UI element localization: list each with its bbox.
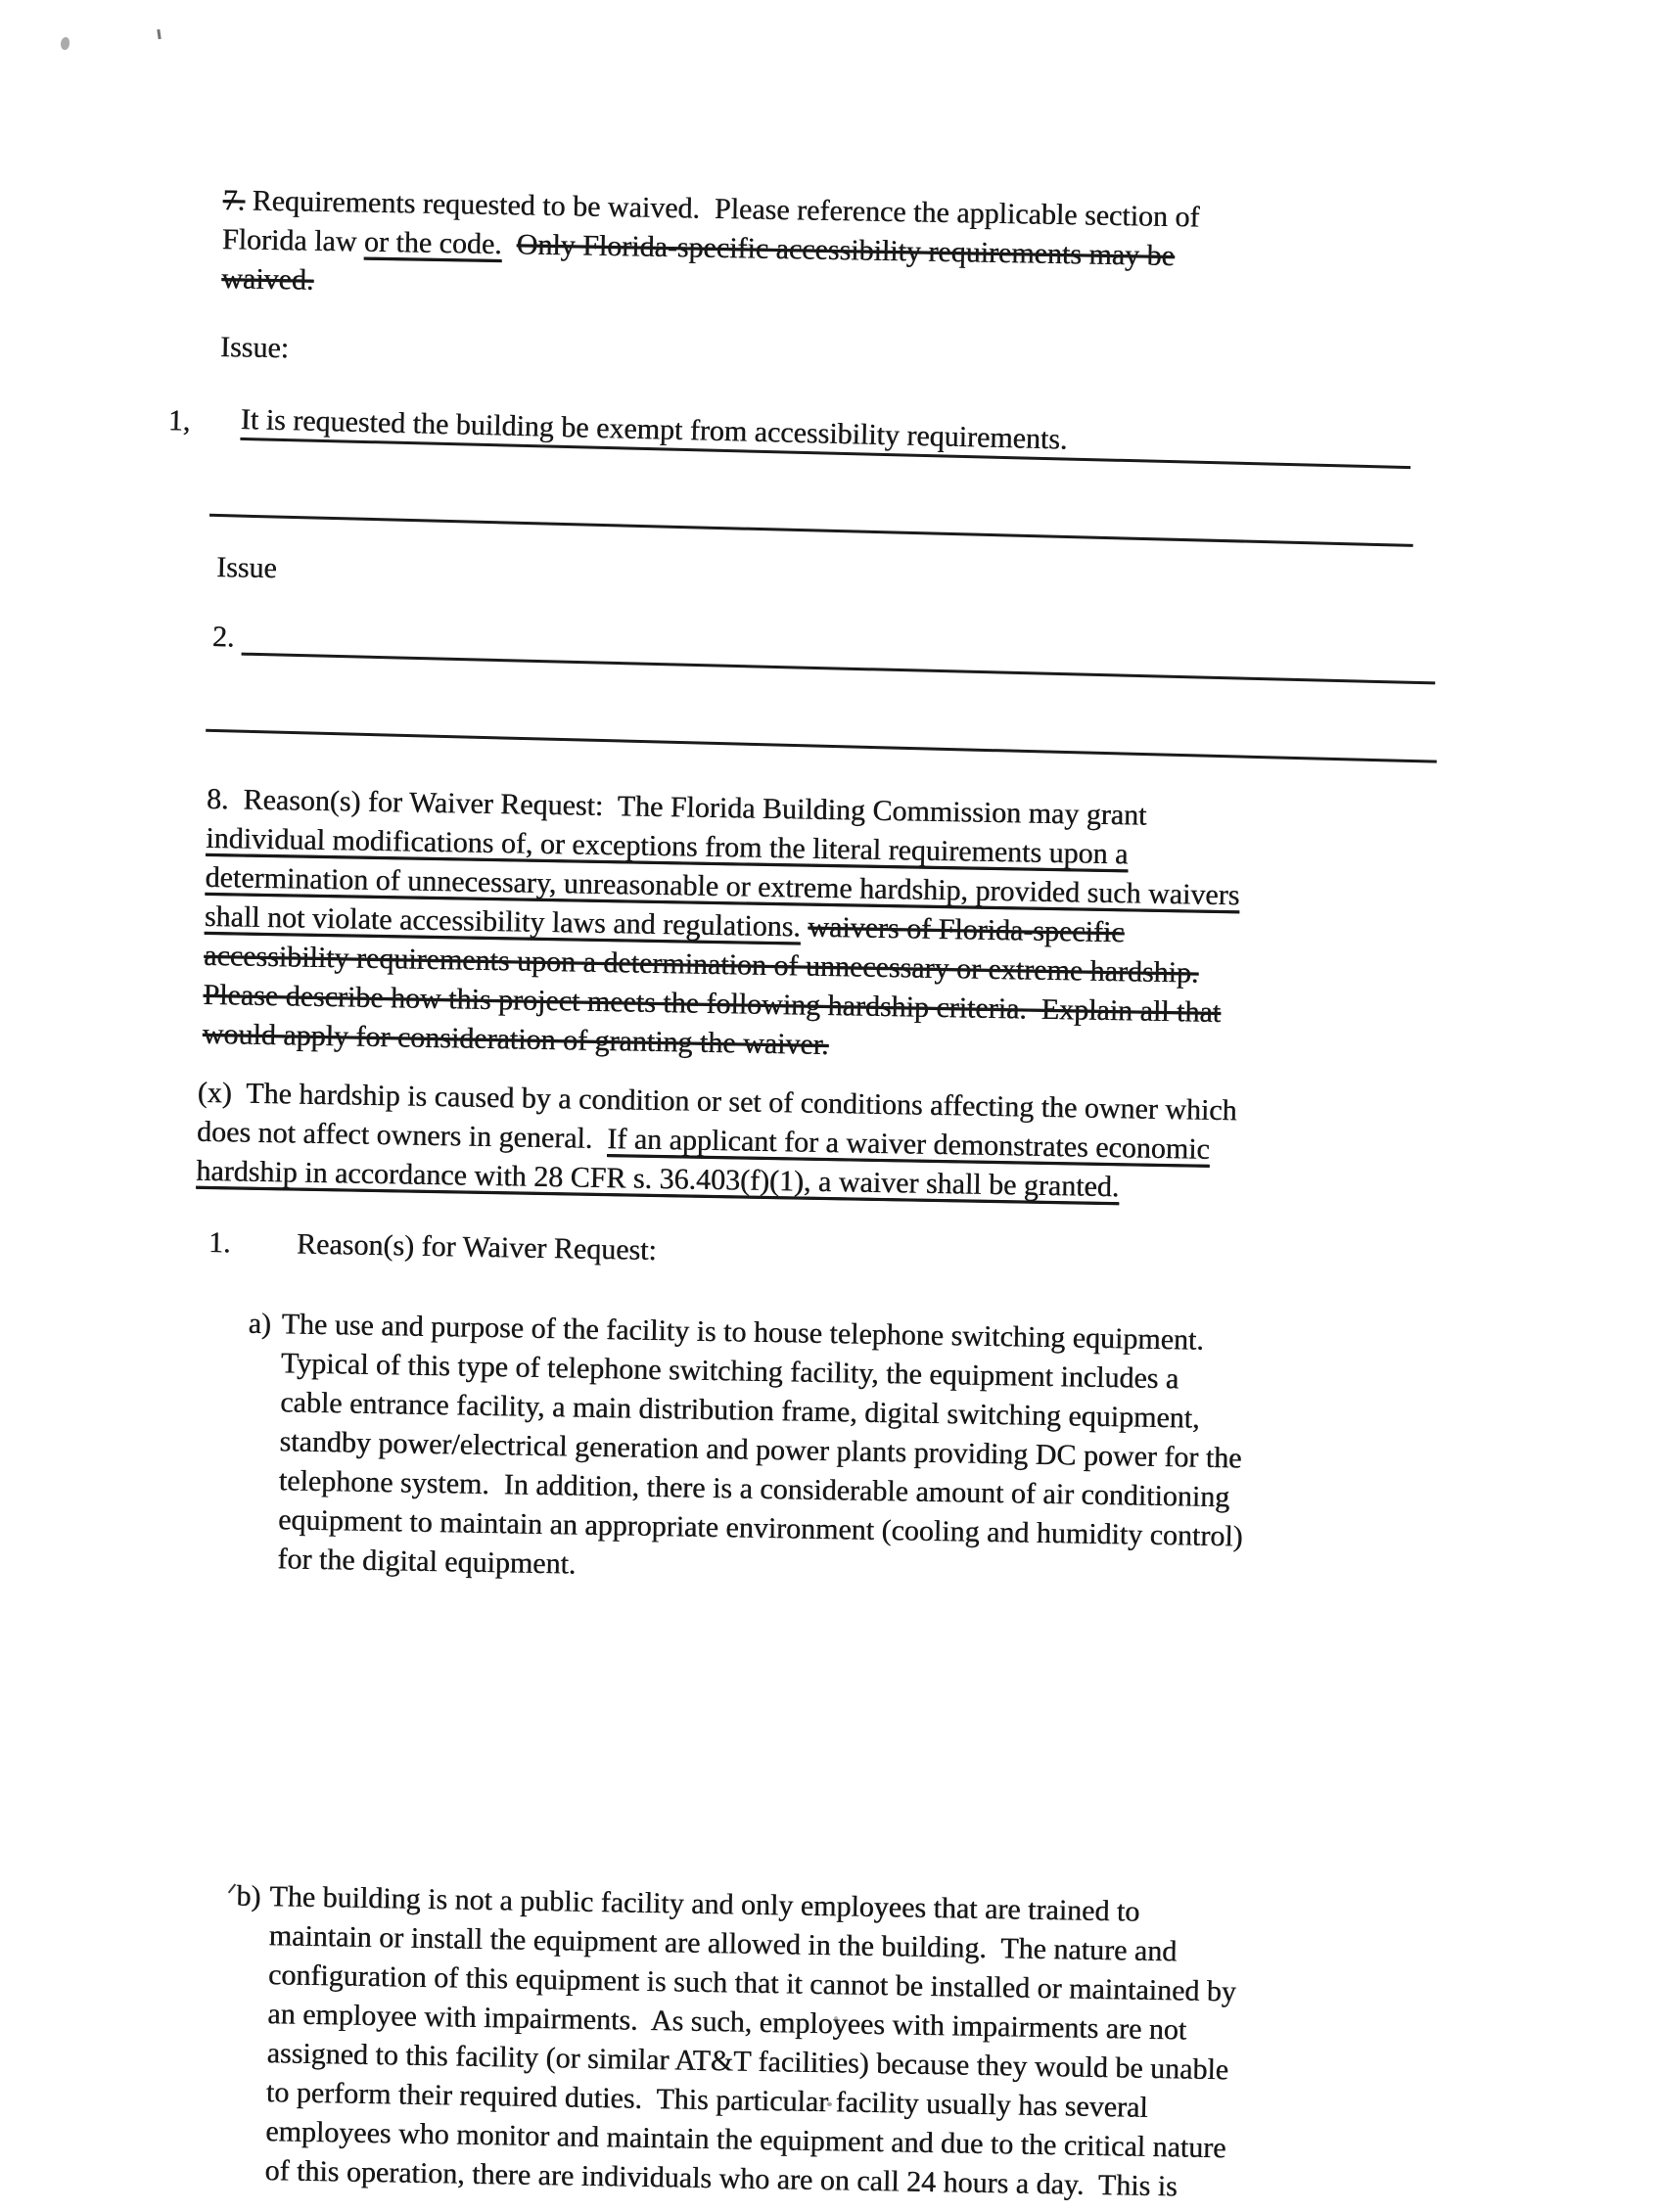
text-line: to perform their required duties. This particular facility usually has several	[265, 2076, 1148, 2124]
blank-answer-line	[206, 729, 1437, 763]
text-line: Typical of this type of telephone switching facility, the equipment includes a	[280, 1347, 1179, 1396]
section-8-line5-struck: accessibility requirements upon a determination of unnecessary or extreme hardship.	[203, 939, 1199, 990]
scan-artifact-speck	[157, 29, 161, 39]
issue-2-label-text: Issue	[215, 550, 278, 585]
issue-1-label-text: Issue:	[219, 330, 290, 365]
hardship-criterion-paragraph	[196, 1074, 1237, 1210]
text-line: employees who monitor and maintain the equipment and due to the critical nature	[264, 2115, 1226, 2165]
section-8-line6-struck: Please describe how this project meets the following hardship criteria. Explain all that	[203, 978, 1222, 1029]
section-7-paragraph	[221, 181, 1200, 315]
section-7-line2-underlined: or the code.	[363, 225, 502, 260]
section-8-paragraph	[202, 780, 1241, 1072]
issue-2-label	[216, 548, 277, 588]
text-line: configuration of this equipment is such that it cannot be installed or maintained by	[267, 1959, 1237, 2008]
reason-b-paragraph	[231, 1877, 1499, 2212]
text-line: The use and purpose of the facility is to house telephone switching equipment.	[281, 1308, 1205, 1357]
section-8-line4-struck: waivers of Florida-specific	[808, 910, 1125, 949]
section-7-line2-struck: Only Florida-specific accessibility requirements may be	[516, 228, 1176, 272]
issue-1-label	[220, 328, 290, 368]
section-8-line7-struck: would apply for consideration of granting the waiver.	[202, 1017, 829, 1061]
text-line: equipment to maintain an appropriate environment (cooling and humidity control)	[277, 1503, 1243, 1553]
text-line: maintain or install the equipment are allowed in the building. The nature and	[268, 1919, 1178, 1968]
issue-2-number: 2.	[211, 620, 235, 654]
scan-artifact-speck	[61, 37, 69, 50]
blank-answer-line	[209, 514, 1413, 547]
section-7-line3-struck: waived.	[220, 261, 314, 297]
reason-b-label: b)	[236, 1879, 261, 1912]
document-content	[167, 181, 1486, 2203]
issue-2-answer-row	[212, 620, 1437, 685]
hardship-line2-normal: does not affect owners in general.	[196, 1115, 608, 1155]
reason-a-paragraph	[244, 1305, 1511, 1600]
hardship-line1: (x) The hardship is caused by a condition or set of conditions affecting the owner which	[197, 1076, 1237, 1128]
text-line: of this operation, there are individuals who are on call 24 hours a day. This is	[264, 2154, 1178, 2203]
reason-a-label: a)	[248, 1307, 272, 1341]
issue-2-answer-blank	[242, 653, 1436, 685]
hardship-line3-underlined: hardship in accordance with 28 CFR s. 36.403(f)(1), a waiver shall be granted.	[196, 1154, 1120, 1204]
section-7-line2-normal: Florida law	[221, 222, 365, 258]
text-line: The building is not a public facility and only employees that are trained to	[269, 1880, 1140, 1928]
section-8-line2-underlined: individual modifications of, or exceptions from the literal requirements upon a	[205, 821, 1129, 871]
reasons-heading	[208, 1223, 657, 1270]
text-line: cable entrance facility, a main distribution frame, digital switching equipment,	[279, 1386, 1200, 1435]
issue-1-answer-text: It is requested the building be exempt from accessibility requirements.	[240, 402, 1411, 469]
section-7-line1-text: Requirements requested to be waived. Please reference the applicable section of	[244, 184, 1200, 234]
section-7-line2-spacer	[501, 228, 517, 260]
section-8-line1: 8. Reason(s) for Waiver Request: The Florida Building Commission may grant	[206, 782, 1147, 832]
text-line: assigned to this facility (or similar AT&T facilities) because they would be unable	[266, 2037, 1229, 2087]
section-8-line3-underlined: determination of unnecessary, unreasonable or extreme hardship, provided such waivers	[205, 860, 1240, 912]
issue-1-number: 1,	[167, 404, 191, 438]
issue-1-answer-row	[167, 400, 1411, 469]
text-line: for the digital equipment.	[277, 1543, 577, 1581]
hardship-line2-underlined: If an applicant for a waiver demonstrates economic	[606, 1122, 1211, 1166]
text-line: telephone system. In addition, there is a considerable amount of air conditioning	[278, 1464, 1230, 1514]
reasons-heading-number: 1.	[208, 1225, 231, 1260]
text-line: an employee with impairments. As such, employees with impairments are not	[267, 1998, 1187, 2047]
reasons-heading-title: Reason(s) for Waiver Request:	[296, 1227, 658, 1267]
section-7-number-struck: 7.	[222, 183, 246, 217]
scan-artifact-speck	[228, 1884, 236, 1894]
text-line: standby power/electrical generation and power plants providing DC power for the	[279, 1425, 1242, 1475]
section-8-line4-underlined: shall not violate accessibility laws and regulations.	[204, 899, 802, 944]
